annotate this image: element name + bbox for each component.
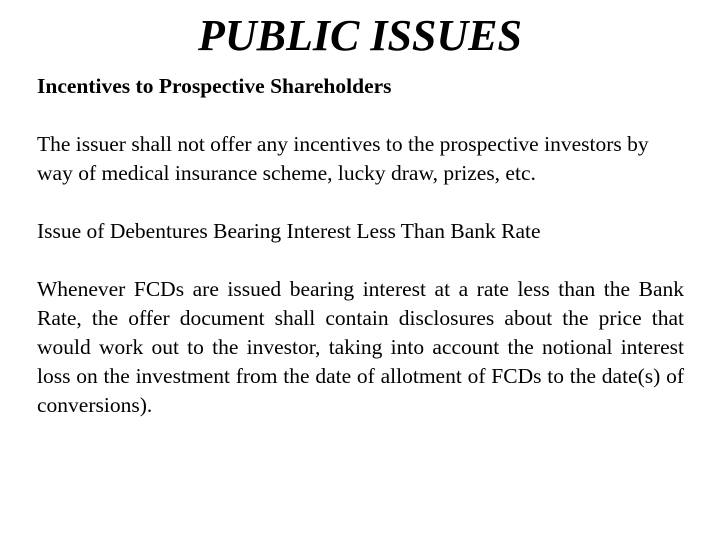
- section-heading-incentives: Incentives to Prospective Shareholders: [37, 74, 392, 98]
- section-heading-debentures: Issue of Debentures Bearing Interest Less Than Bank Rate: [37, 219, 541, 243]
- slide-content: [37, 72, 684, 449]
- slide-title: PUBLIC ISSUES: [197, 11, 522, 60]
- section-body-incentives: The issuer shall not offer any incentives to the prospective investors by way of medical insurance scheme, lucky draw, prizes, etc.: [37, 132, 649, 185]
- section-body-debentures: Whenever FCDs are issued bearing interest at a rate less than the Bank Rate, the offer document shall contain disclosures about the price that would work out to the investor, taking into account the notional interest loss on the investment from the date of allotment of FCDs to the date(s) of conversions).: [37, 277, 684, 417]
